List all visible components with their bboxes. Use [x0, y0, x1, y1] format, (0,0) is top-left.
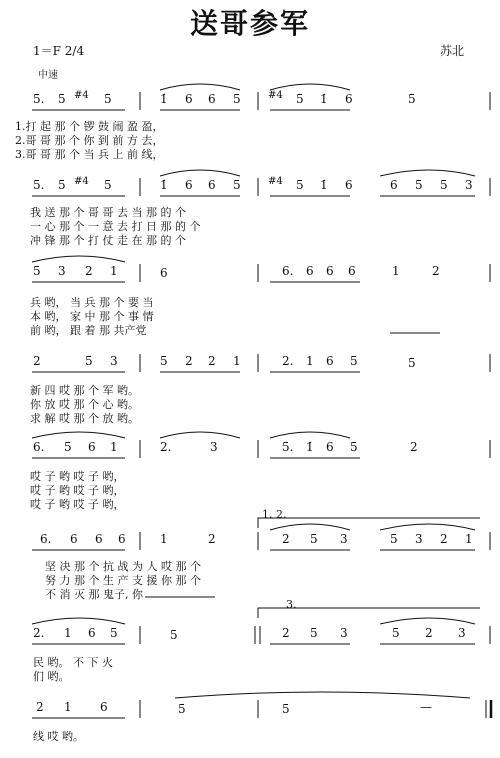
note: 3 — [340, 532, 348, 546]
note: 6 — [208, 92, 216, 106]
note: 2 — [208, 532, 216, 546]
note: 1 — [160, 532, 168, 546]
note: 5 — [160, 354, 168, 368]
sharp-sign: #4 — [74, 90, 89, 101]
note: 5 — [110, 626, 118, 640]
note: 2. — [33, 626, 45, 640]
tempo-marking: 中速 — [38, 70, 58, 81]
note: 1 — [392, 264, 400, 278]
note: 5 — [296, 92, 304, 106]
lyric-line: 兵 哟， 当 兵 那 个 要 当 — [30, 296, 154, 309]
note: 6 — [160, 266, 168, 280]
note: 6. — [33, 440, 45, 454]
lyric-line: 们 哟。 — [33, 670, 70, 683]
note: 1 — [110, 440, 118, 454]
note: 5 — [233, 92, 241, 106]
song-title: 送哥参军 — [189, 7, 310, 40]
note: 1 — [233, 354, 241, 368]
note: 6 — [208, 178, 216, 192]
note: 3 — [110, 354, 118, 368]
lyric-line: 哎 子 哟 哎 子 哟， — [30, 470, 125, 483]
note: 5 — [33, 264, 41, 278]
note: 2 — [85, 264, 93, 278]
note: 6 — [100, 700, 108, 714]
note: 6 — [118, 532, 126, 546]
note: 5 — [390, 532, 398, 546]
note: 1 — [64, 626, 72, 640]
lyric-line: 冲 锋 那 个 打 仗 走 在 那 的 个 — [30, 234, 186, 247]
volta-1-2: 1. 2. — [262, 508, 287, 521]
note: 2 — [33, 354, 41, 368]
note: 5. — [33, 178, 45, 192]
note: 5 — [64, 440, 72, 454]
note: 6 — [95, 532, 103, 546]
note: 6 — [348, 264, 356, 278]
volta-3: 3. — [286, 598, 297, 611]
lyric-line: 本 哟， 家 中 那 个 事 情 — [30, 310, 154, 323]
lyric-line: 哎 子 哟 哎 子 哟， — [30, 498, 125, 511]
note: 2. — [282, 354, 294, 368]
note: 1 — [306, 354, 314, 368]
lyric-line: 努 力 那 个 生 产 支 援 你 那 个 — [45, 574, 201, 587]
note: 1̇ — [160, 92, 168, 106]
lyric-line: 前 哟， 跟 着 那 共产党 — [30, 324, 147, 337]
note: 5 — [104, 92, 112, 106]
lyric-line: 民 哟。 不 下 火 — [33, 656, 113, 669]
note: 5 — [233, 178, 241, 192]
note: 6 — [345, 92, 353, 106]
note: 3 — [58, 264, 66, 278]
note: 3 — [465, 178, 473, 192]
note: 6 — [70, 532, 78, 546]
lyric-line: 我 送 那 个 哥 哥 去 当 那 的 个 — [30, 206, 186, 219]
lyric-line: 坚 决 那 个 抗 战 为 人 哎 那 个 — [45, 560, 201, 573]
note: 3 — [458, 626, 466, 640]
note: 5 — [104, 178, 112, 192]
note: 5. — [282, 440, 294, 454]
lyric-line: 线 哎 哟。 — [33, 730, 84, 743]
lyric-line: 不 消 灭 那 鬼子, 你 — [45, 588, 143, 601]
lyric-line: 1.打 起 那 个 锣 鼓 闹 盈 盈， — [15, 120, 164, 133]
note: 5 — [296, 178, 304, 192]
note: 2 — [36, 700, 44, 714]
note: 2 — [425, 626, 433, 640]
note: 2 — [432, 264, 440, 278]
note: 1 — [110, 264, 118, 278]
lyric-line: 哎 子 哟 哎 子 哟， — [30, 484, 125, 497]
note: 5 — [415, 178, 423, 192]
note: 3 — [415, 532, 423, 546]
lyric-line: 3.哥 哥 那 个 当 兵 上 前 线， — [15, 148, 164, 161]
lyric-line: 2.哥 哥 那 个 你 到 前 方 去， — [15, 134, 164, 147]
note: 6 — [185, 92, 193, 106]
sharp-sign: #4 — [268, 90, 283, 101]
lyric-line: 一 心 那 个 一 意 去 打 日 那 的 个 — [30, 220, 201, 233]
note: 6. — [40, 532, 52, 546]
key-signature: 1＝F 2/4 — [33, 44, 85, 58]
note: 5 — [85, 354, 93, 368]
note: 2 — [282, 626, 290, 640]
note: 2 — [208, 354, 216, 368]
note: 6 — [88, 626, 96, 640]
note: 6 — [326, 354, 334, 368]
note: 6 — [326, 440, 334, 454]
note: 6 — [326, 264, 334, 278]
note: 5 — [350, 354, 358, 368]
lyric-line: 你 放 哎 那 个 心 哟。 — [30, 398, 139, 411]
note: 2 — [282, 532, 290, 546]
note: 6 — [306, 264, 314, 278]
note: 5 — [310, 626, 318, 640]
note: 5 — [58, 92, 66, 106]
sharp-sign: #4 — [268, 176, 283, 187]
lyric-line: 新 四 哎 那 个 军 哟。 — [30, 384, 139, 397]
note: 5 — [310, 532, 318, 546]
note: 5 — [392, 626, 400, 640]
note: 1 — [465, 532, 473, 546]
note: 5 — [408, 356, 416, 370]
note: 5 — [178, 702, 186, 716]
note: 2. — [160, 440, 172, 454]
note: 6 — [185, 178, 193, 192]
note: 6. — [282, 264, 294, 278]
note: 5 — [440, 178, 448, 192]
note: 3 — [340, 626, 348, 640]
note: 6 — [345, 178, 353, 192]
note: 5 — [408, 92, 416, 106]
note: 1̇ — [306, 440, 314, 454]
note: 2 — [185, 354, 193, 368]
note: 5 — [282, 702, 290, 716]
note: 1̇ — [160, 178, 168, 192]
note: 5 — [58, 178, 66, 192]
note: 2 — [410, 440, 418, 454]
note: 6 — [390, 178, 398, 192]
lyric-line: 求 解 哎 那 个 放 哟。 — [30, 412, 139, 425]
note: 1̇ — [320, 92, 328, 106]
note: 3 — [210, 440, 218, 454]
note: 5. — [33, 92, 45, 106]
region-label: 苏北 — [440, 44, 465, 58]
note: 5 — [170, 628, 178, 642]
note: — — [420, 700, 432, 714]
sharp-sign: #4 — [74, 176, 89, 187]
note: 5 — [350, 440, 358, 454]
note: 1 — [64, 700, 72, 714]
note: 6 — [88, 440, 96, 454]
note: 2 — [440, 532, 448, 546]
note: 1̇ — [320, 178, 328, 192]
